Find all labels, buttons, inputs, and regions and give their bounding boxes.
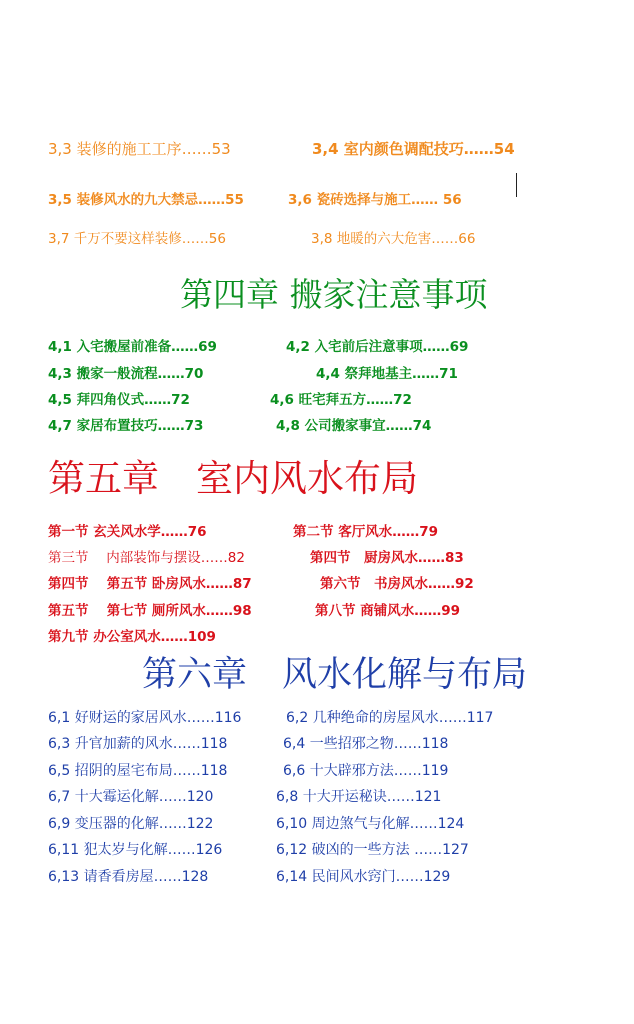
toc-item-4-5: 4,5 拜四角仪式……72 xyxy=(48,392,190,408)
toc-item-6-8: 6,8 十大开运秘诀……121 xyxy=(276,789,442,805)
toc-item-5-2: 第二节 客厅风水……79 xyxy=(293,524,438,540)
chapter-5-title: 第五章 室内风水布局 xyxy=(48,457,418,500)
toc-item-4-1: 4,1 入宅搬屋前准备……69 xyxy=(48,339,217,355)
toc-item-6-3: 6,3 升官加薪的风水……118 xyxy=(48,736,228,752)
toc-item-3-3: 3,3 装修的施工工序……53 xyxy=(48,140,231,158)
toc-item-5-4: 第四节 厨房风水……83 xyxy=(310,550,464,566)
toc-item-4-2: 4,2 入宅前后注意事项……69 xyxy=(286,339,469,355)
toc-item-5-1: 第一节 玄关风水学……76 xyxy=(48,524,207,540)
toc-item-5-9: 第九节 办公室风水……109 xyxy=(48,629,216,645)
toc-item-3-4: 3,4 室内颜色调配技巧……54 xyxy=(312,140,515,158)
toc-item-5-5: 第四节 第五节 卧房风水……87 xyxy=(48,576,252,592)
toc-item-4-4: 4,4 祭拜地基主……71 xyxy=(316,366,458,382)
toc-item-6-4: 6,4 一些招邪之物……118 xyxy=(283,736,449,752)
toc-item-5-7: 第五节 第七节 厕所风水……98 xyxy=(48,603,252,619)
toc-item-6-5: 6,5 招阴的屋宅布局……118 xyxy=(48,763,228,779)
toc-item-3-5: 3,5 装修风水的九大禁忌……55 xyxy=(48,192,244,208)
toc-item-5-3: 第三节 内部装饰与摆设……82 xyxy=(48,550,245,566)
toc-item-6-10: 6,10 周边煞气与化解……124 xyxy=(276,816,465,832)
toc-item-6-14: 6,14 民间风水窍门……129 xyxy=(276,869,451,885)
toc-item-6-6: 6,6 十大辟邪方法……119 xyxy=(283,763,449,779)
chapter-6-title: 第六章 风水化解与布局 xyxy=(142,655,528,695)
toc-item-4-3: 4,3 搬家一般流程……70 xyxy=(48,366,204,382)
toc-item-6-12: 6,12 破凶的一些方法 ……127 xyxy=(276,842,469,858)
toc-item-3-7: 3,7 千万不要这样装修……56 xyxy=(48,231,226,247)
toc-item-4-8: 4,8 公司搬家事宜……74 xyxy=(276,418,432,434)
toc-item-3-8: 3,8 地暖的六大危害……66 xyxy=(311,231,476,247)
toc-item-6-7: 6,7 十大霉运化解……120 xyxy=(48,789,214,805)
toc-item-4-6: 4,6 旺宅拜五方……72 xyxy=(270,392,412,408)
toc-item-4-7: 4,7 家居布置技巧……73 xyxy=(48,418,204,434)
stroke-mark xyxy=(516,173,517,197)
toc-item-3-6: 3,6 瓷砖选择与施工…… 56 xyxy=(288,192,462,208)
toc-item-5-6: 第六节 书房风水……92 xyxy=(320,576,474,592)
toc-item-6-11: 6,11 犯太岁与化解……126 xyxy=(48,842,223,858)
toc-item-6-13: 6,13 请香看房屋……128 xyxy=(48,869,209,885)
toc-item-5-8: 第八节 商铺风水……99 xyxy=(315,603,460,619)
toc-item-6-9: 6,9 变压器的化解……122 xyxy=(48,816,214,832)
chapter-4-title: 第四章 搬家注意事项 xyxy=(180,275,488,314)
toc-item-6-1: 6,1 好财运的家居风水……116 xyxy=(48,710,242,726)
toc-item-6-2: 6,2 几种绝命的房屋风水……117 xyxy=(286,710,494,726)
